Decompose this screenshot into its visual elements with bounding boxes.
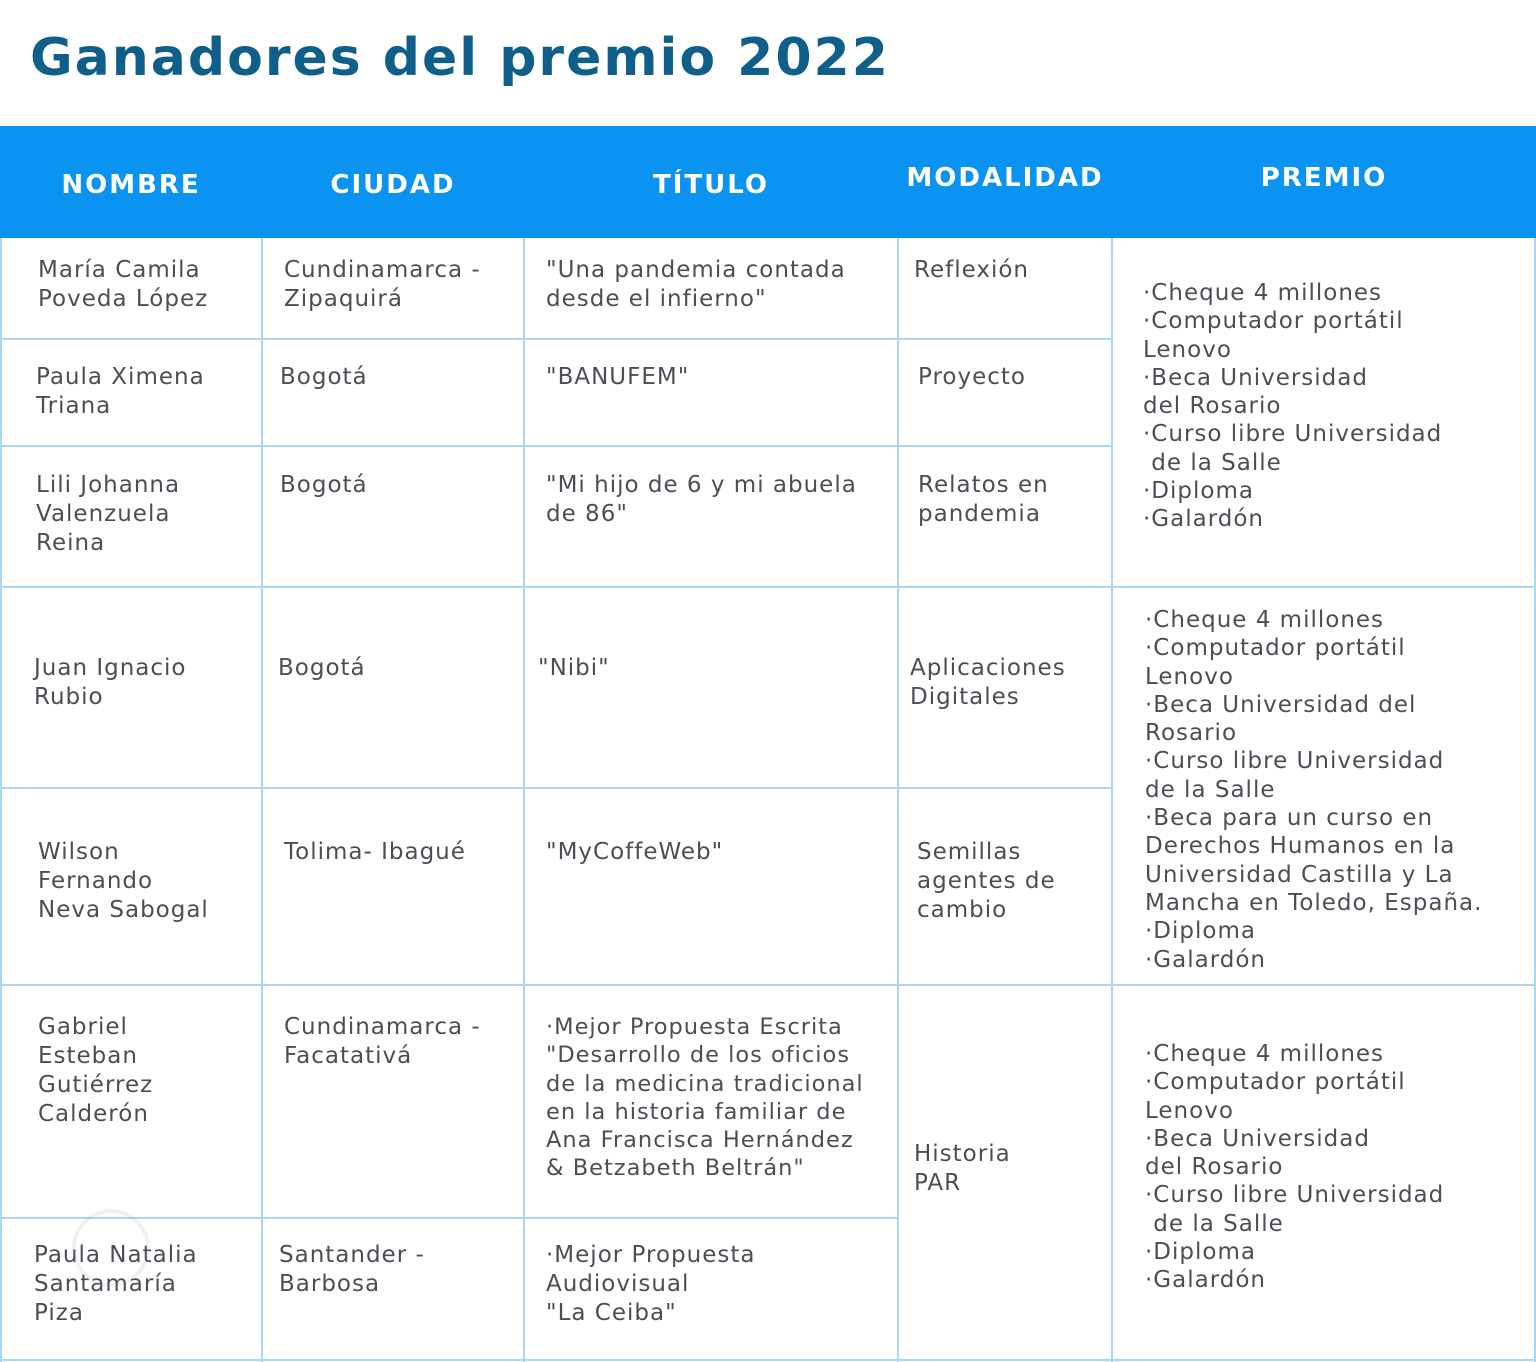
page-title: Ganadores del premio 2022 (30, 28, 890, 88)
cell-ciudad: Cundinamarca - Zipaquirá (284, 257, 481, 312)
cell-ciudad: Bogotá (280, 364, 368, 390)
cell-nombre: Paula Ximena Triana (36, 364, 205, 419)
grid-line (0, 238, 2, 1362)
header-nombre: NOMBRE (61, 170, 201, 200)
prize-item: ·Galardón (1143, 506, 1265, 533)
prize-item: ·Cheque 4 millones (1143, 280, 1383, 306)
cell-ciudad: Santander - Barbosa (279, 1242, 425, 1297)
cell-ciudad: Bogotá (278, 655, 366, 681)
prize-item: del Rosario (1143, 393, 1282, 420)
header-modalidad: MODALIDAD (906, 163, 1104, 193)
prize-item: de la Salle (1145, 1210, 1284, 1237)
prize-item: ·Diploma (1143, 478, 1254, 505)
prize-item: ·Diploma (1145, 1239, 1256, 1266)
prize-item: del Rosario (1145, 1154, 1284, 1181)
prize-item: Lenovo (1145, 1097, 1234, 1124)
prize-item: Derechos Humanos en la (1145, 833, 1456, 860)
header-ciudad: CIUDAD (330, 170, 456, 200)
prize-item: ·Beca Universidad del (1145, 691, 1417, 718)
grid-line (0, 1359, 1536, 1361)
cell-titulo: "BANUFEM" (546, 364, 690, 390)
prize-item: Rosario (1145, 720, 1238, 747)
cell-modalidad: Semillas agentes de cambio (917, 839, 1056, 923)
header-titulo: TÍTULO (653, 170, 769, 200)
cell-titulo: "Una pandemia contada desde el infierno" (546, 257, 846, 312)
prize-item: ·Diploma (1145, 918, 1256, 945)
cell-titulo: "Nibi" (538, 655, 610, 681)
cell-nombre: Lili Johanna Valenzuela Reina (36, 472, 181, 556)
prize-item: ·Cheque 4 millones (1145, 607, 1385, 633)
grid-line (261, 238, 263, 1362)
header-premio: PREMIO (1260, 163, 1388, 193)
prize-item: ·Curso libre Universidad (1145, 748, 1445, 775)
cell-modalidad: Aplicaciones Digitales (910, 655, 1066, 710)
prize-item: ·Computador portátil (1143, 308, 1404, 335)
cell-ciudad: Cundinamarca - Facatativá (284, 1014, 481, 1069)
prize-item: ·Computador portátil (1145, 635, 1406, 662)
grid-line (0, 787, 1112, 789)
cell-ciudad: Tolima- Ibagué (284, 839, 466, 865)
prize-item: ·Galardón (1145, 1267, 1267, 1294)
prize-item: Mancha en Toledo, España. (1145, 889, 1483, 916)
grid-line (0, 338, 1112, 340)
cell-nombre: Paula Natalia Santamaría Piza (34, 1242, 198, 1326)
cell-nombre: Juan Ignacio Rubio (34, 655, 187, 710)
cell-titulo: ·Mejor Propuesta Audiovisual "La Ceiba" (546, 1242, 756, 1326)
cell-modalidad: Relatos en pandemia (918, 472, 1049, 527)
prize-item: Lenovo (1145, 663, 1234, 690)
grid-line (897, 238, 899, 1362)
prize-item: ·Beca Universidad (1145, 1125, 1370, 1152)
cell-ciudad: Bogotá (280, 472, 368, 498)
prize-item: Universidad Castilla y La (1145, 861, 1454, 888)
prize-item: de la Salle (1145, 776, 1276, 803)
cell-nombre: Wilson Fernando Neva Sabogal (38, 839, 209, 923)
cell-titulo: ·Mejor Propuesta Escrita "Desarrollo de los oficios de la medicina tradicional en la historia familiar de Ana Francisca Hernández & Betzabeth Beltrán" (546, 1014, 864, 1182)
cell-nombre: María Camila Poveda López (38, 257, 209, 312)
cell-modalidad: Reflexión (914, 257, 1029, 283)
cell-modalidad: Proyecto (918, 364, 1026, 390)
grid-line (0, 1217, 898, 1219)
cell-nombre: Gabriel Esteban Gutiérrez Calderón (38, 1014, 154, 1127)
prize-list (1145, 606, 1530, 974)
prize-item: Lenovo (1143, 336, 1232, 363)
grid-line (0, 445, 1112, 447)
grid-line (523, 238, 525, 1362)
prize-item: ·Cheque 4 millones (1145, 1041, 1385, 1067)
prize-item: ·Beca Universidad (1143, 364, 1368, 391)
grid-line (0, 586, 1536, 588)
grid-line (0, 984, 1536, 986)
grid-line (1111, 238, 1113, 1362)
prize-item: de la Salle (1143, 449, 1282, 476)
prize-list (1145, 1040, 1530, 1295)
prize-item: ·Curso libre Universidad (1143, 421, 1443, 448)
cell-modalidad-shared: Historia PAR (914, 1141, 1011, 1196)
cell-titulo: "Mi hijo de 6 y mi abuela de 86" (546, 472, 857, 527)
cell-titulo: "MyCoffeWeb" (546, 839, 724, 865)
prize-item: ·Curso libre Universidad (1145, 1182, 1445, 1209)
prize-list (1143, 279, 1528, 534)
prize-item: ·Galardón (1145, 946, 1267, 973)
prize-item: ·Beca para un curso en (1145, 805, 1434, 832)
prize-item: ·Computador portátil (1145, 1069, 1406, 1096)
